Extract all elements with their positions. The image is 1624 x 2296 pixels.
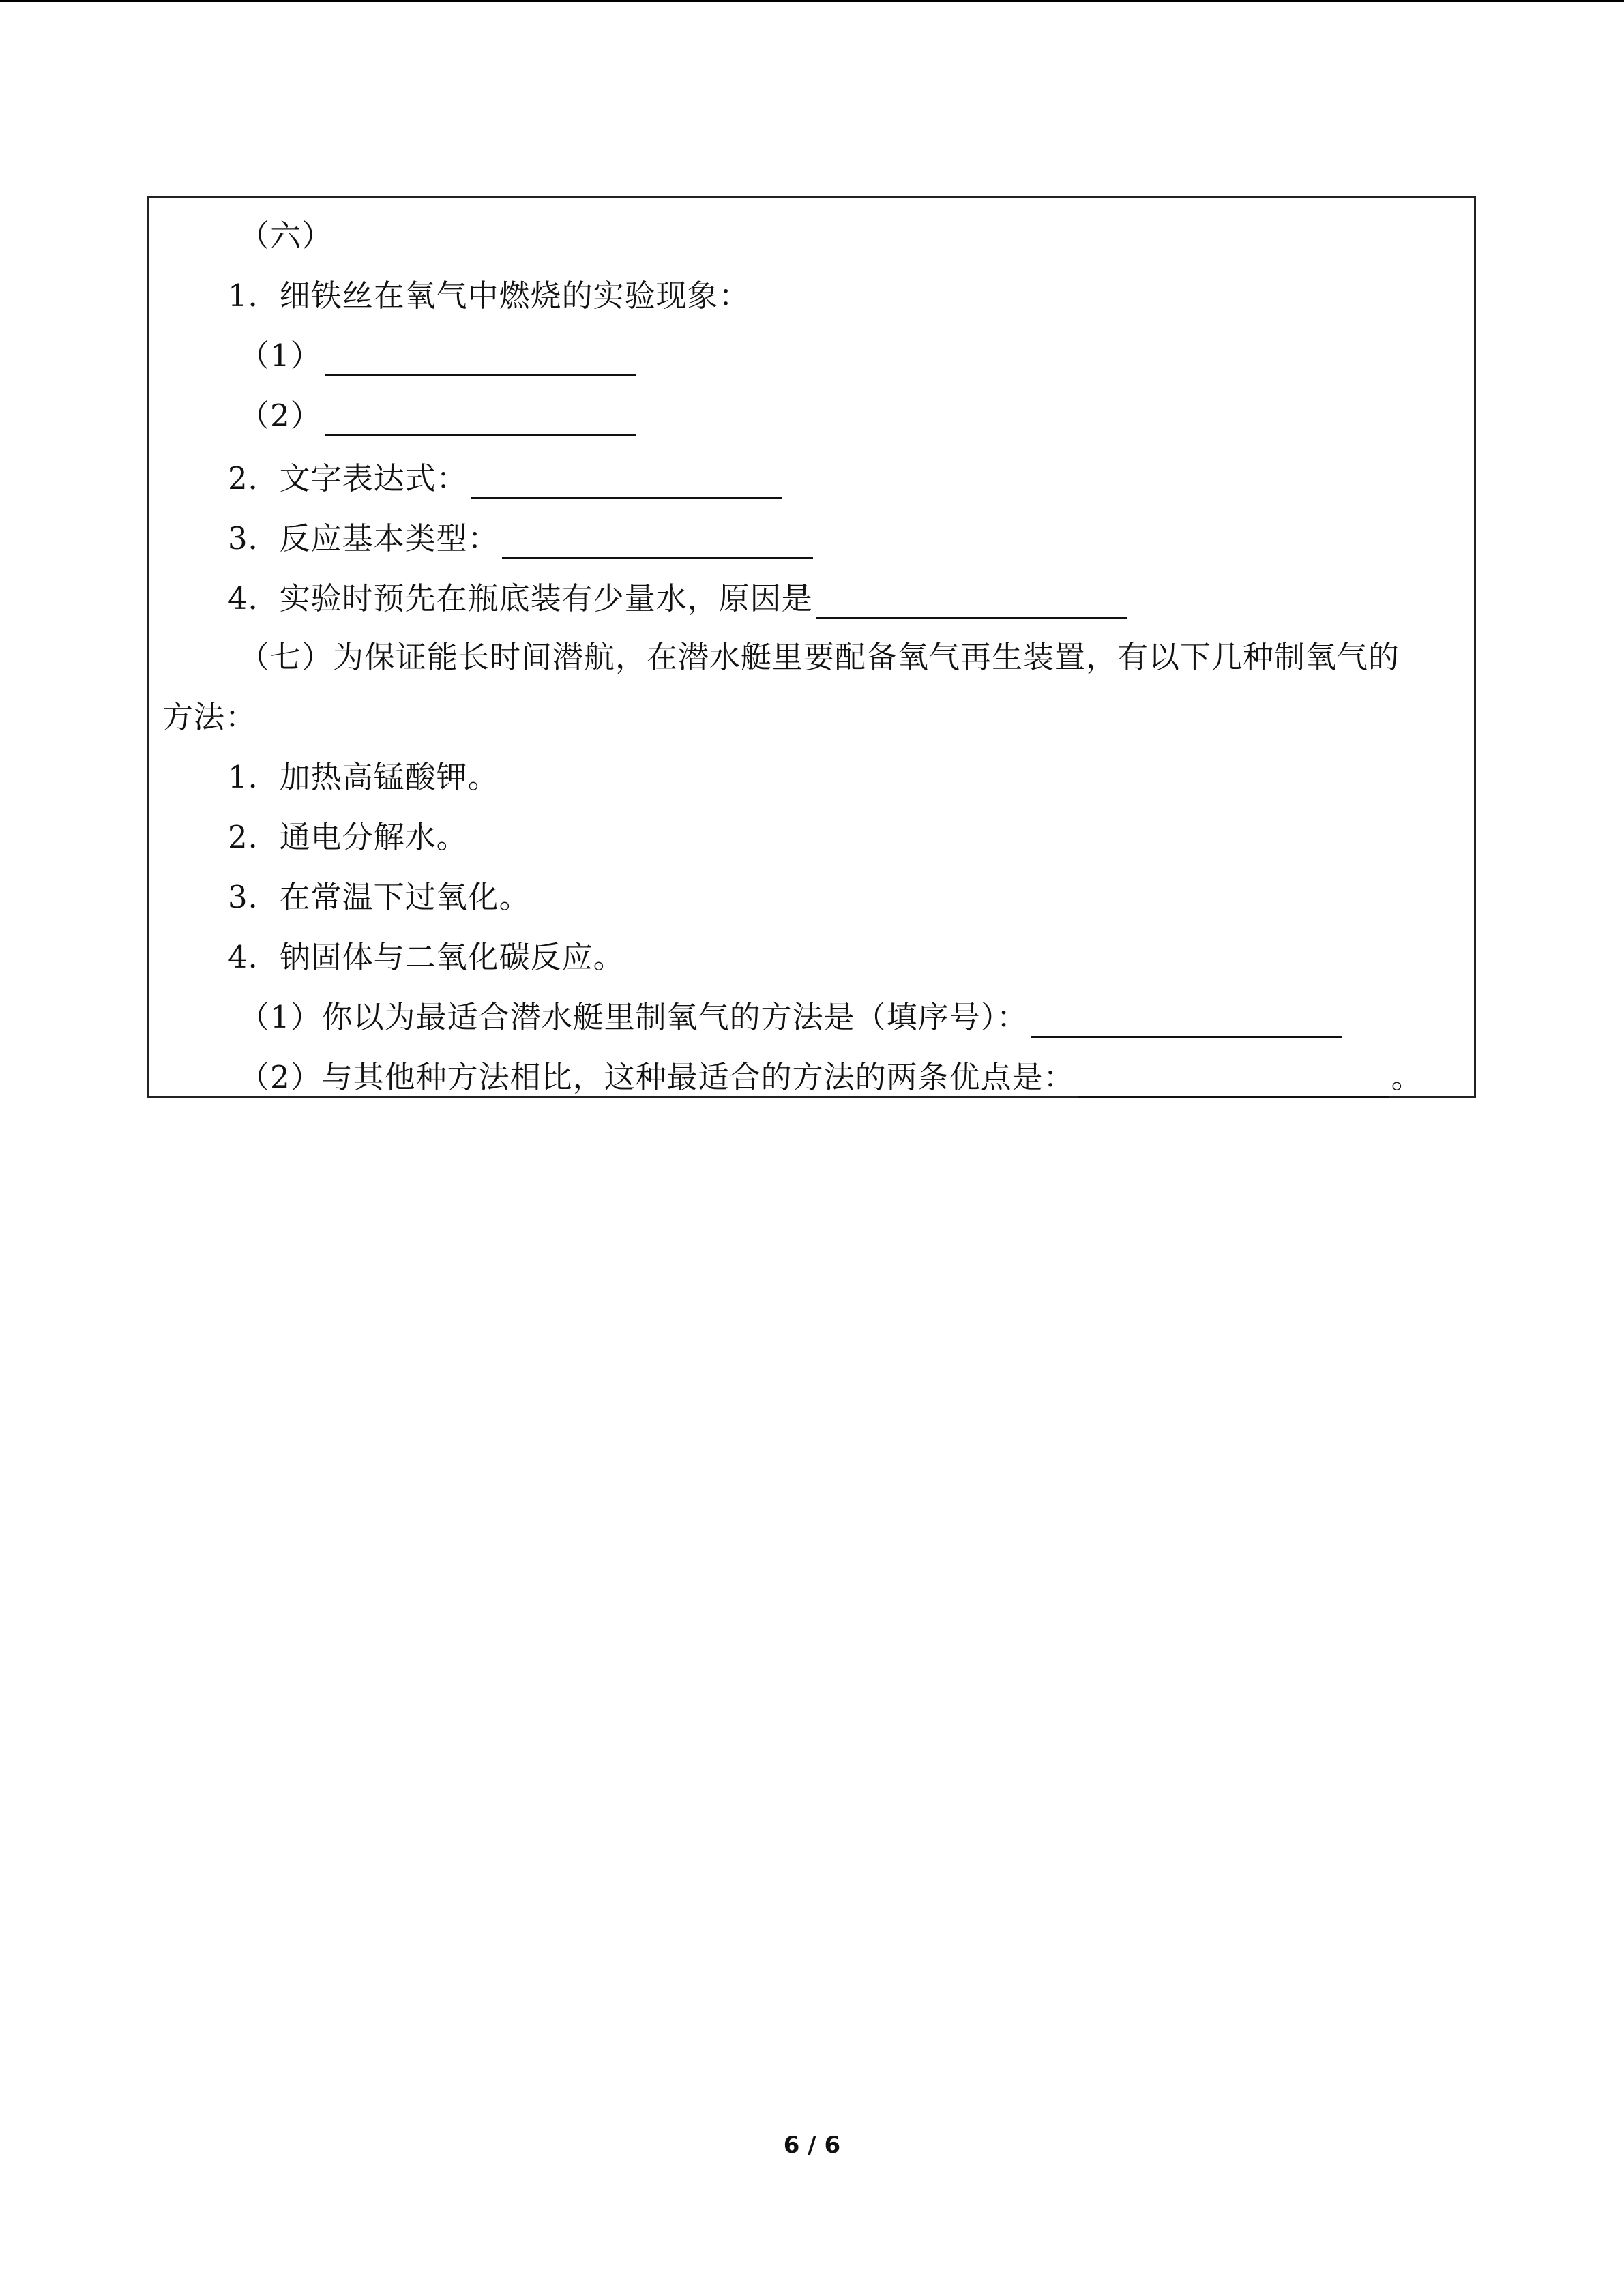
- method-2: 2．通电分解水。: [228, 819, 468, 855]
- method-4: 4．钠固体与二氧化碳反应。: [228, 939, 625, 975]
- section-seven-intro-line-2: 方法：: [162, 699, 257, 735]
- answer-blank-4[interactable]: [816, 587, 1127, 619]
- answer-blank-1-2[interactable]: [325, 404, 636, 436]
- method-1: 1．加热高锰酸钾。: [228, 759, 499, 795]
- answer-blank-7-1[interactable]: [1031, 1006, 1342, 1038]
- section-six-heading: （六）: [239, 218, 334, 254]
- question-1: 1．细铁丝在氧气中燃烧的实验现象：: [228, 278, 750, 314]
- answer-blank-2[interactable]: [471, 467, 782, 499]
- section-seven-question-1: （1）你以为最适合潜水艇里制氧气的方法是（填序号）：: [239, 997, 1344, 1038]
- section-seven-question-2: （2）与其他种方法相比，这种最适合的方法的两条优点是： 。: [239, 1057, 1423, 1098]
- answer-blank-7-2[interactable]: [1078, 1066, 1389, 1098]
- question-3: 3．反应基本类型：: [228, 518, 816, 559]
- answer-blank-1-1[interactable]: [325, 344, 636, 376]
- page-top-border: [0, 0, 1624, 2]
- question-2: 2．文字表达式：: [228, 458, 784, 499]
- page-number: 6 / 6: [783, 2132, 841, 2159]
- section-seven-intro-line-1: （七）为保证能长时间潜航，在潜水艇里要配备氧气再生装置，有以下几种制氧气的: [239, 639, 1400, 675]
- question-1-sub-2: （2）: [239, 396, 638, 436]
- question-1-sub-1: （1）: [239, 336, 638, 376]
- question-4: 4．实验时预先在瓶底装有少量水，原因是: [228, 578, 1130, 619]
- method-3: 3．在常温下过氧化。: [228, 879, 531, 915]
- answer-blank-3[interactable]: [502, 527, 813, 559]
